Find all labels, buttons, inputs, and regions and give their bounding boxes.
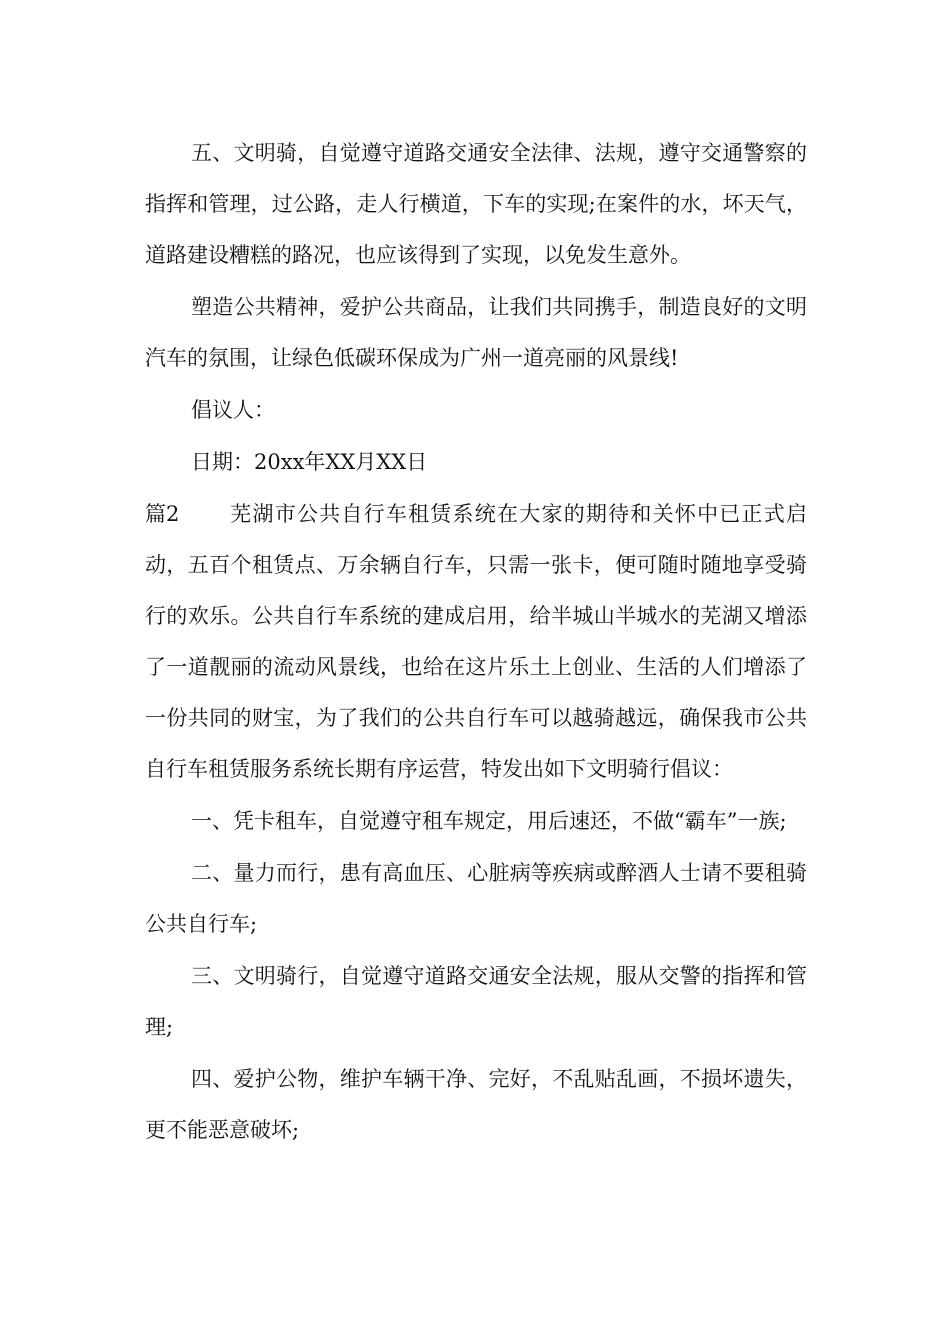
list-item-one: 一、凭卡租车，自觉遵守租车规定，用后速还，不做“霸车”一族; <box>191 809 787 833</box>
list-item-three: 三、文明骑行，自觉遵守道路交通安全法规，服从交警的指挥和管理; <box>145 964 807 1039</box>
paragraph-public-spirit: 塑造公共精神，爱护公共商品，让我们共同携手，制造良好的文明汽车的氛围，让绿色低碳环保成为广州一道亮丽的风景线! <box>145 295 807 370</box>
chapter-intro-text: 芜湖市公共自行车租赁系统在大家的期待和关怀中已正式启动，五百个租赁点、万余辆自行车，只需一张卡，便可随时随地享受骑行的欢乐。公共自行车系统的建成启用，给半城山半城水的芜湖又增添了一道靓丽的流动风景线，也给在这片乐土上创业、生活的人们增添了一份共同的财宝，为了我们的公共自行车可以越骑越远，确保我市公共自行车租赁服务系统长期有序运营，特发出如下文明骑行倡议： <box>145 502 807 781</box>
list-item-two: 二、量力而行，患有高血压、心脏病等疾病或醉酒人士请不要租骑公共自行车; <box>145 861 807 936</box>
paragraph-date: 日期：20xx年XX月XX日 <box>191 450 428 474</box>
chapter-two-paragraph <box>145 489 807 795</box>
document-page <box>145 128 807 1157</box>
list-item-four: 四、爱护公物，维护车辆干净、完好，不乱贴乱画，不损坏遗失，更不能恶意破坏; <box>145 1067 807 1142</box>
paragraph-rule-five: 五、文明骑，自觉遵守道路交通安全法律、法规，遵守交通警察的指挥和管理，过公路，走人行横道，下车的实现;在案件的水，坏天气，道路建设糟糕的路况，也应该得到了实现，以免发生意外。 <box>145 141 807 267</box>
chapter-label: 篇2 <box>145 502 180 526</box>
paragraph-proposer: 倡议人： <box>191 398 275 422</box>
